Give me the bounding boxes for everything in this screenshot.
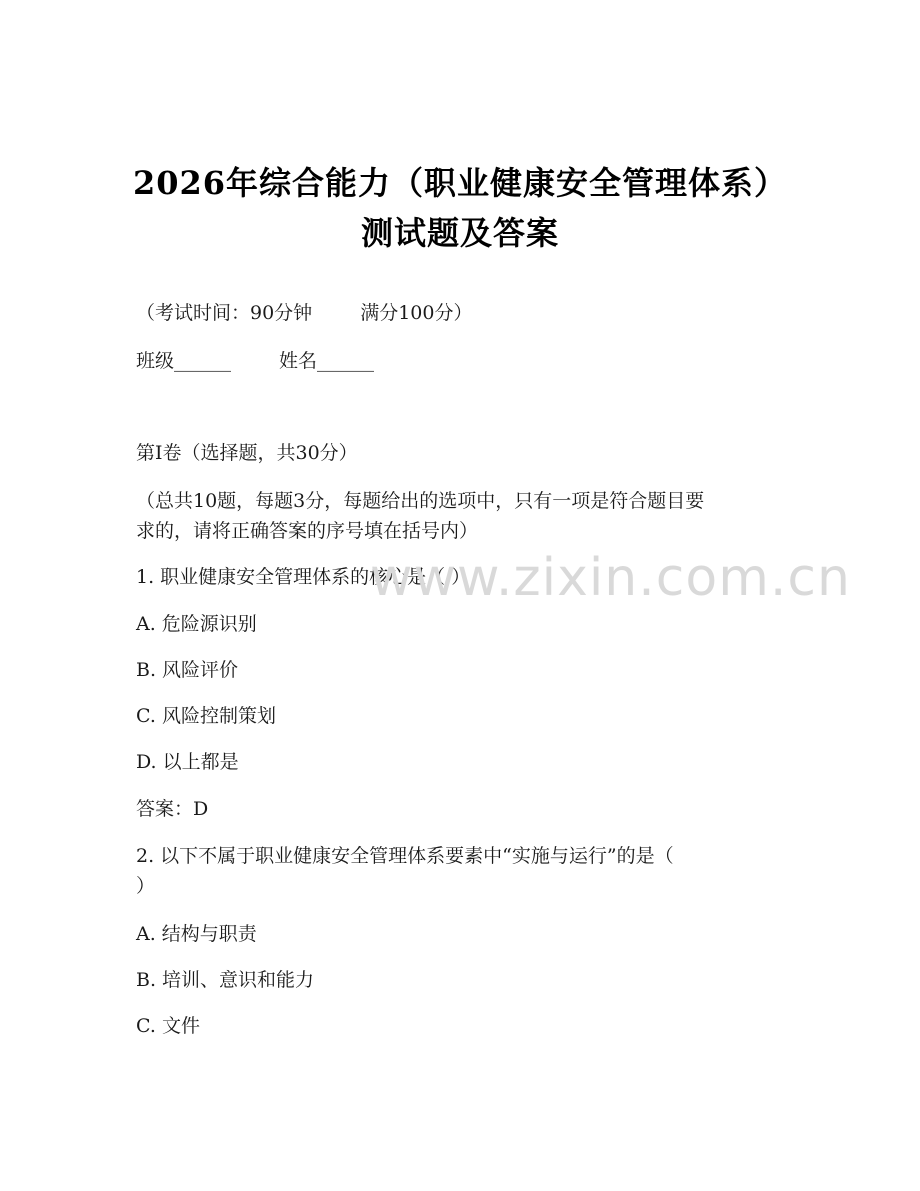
question-1-stem: 1. 职业健康安全管理体系的核心是（ ）: [136, 566, 471, 588]
instructions-line2: 求的，请将正确答案的序号填在括号内）: [136, 520, 479, 542]
question-2-option-c: C. 文件: [136, 1015, 200, 1037]
question-2-stem-line2: ）: [136, 875, 156, 897]
instructions-line1: （总共10题，每题3分，每题给出的选项中，只有一项是符合题目要: [136, 490, 705, 512]
question-1-option-c: C. 风险控制策划: [136, 705, 276, 727]
student-info: [136, 348, 374, 374]
exam-info: [136, 300, 472, 326]
question-2-option-b: B. 培训、意识和能力: [136, 969, 315, 991]
document-title-line2: 测试题及答案: [360, 214, 559, 252]
watermark: www.zixin.com.cn: [370, 548, 851, 608]
exam-time: （考试时间：90分钟: [136, 302, 313, 324]
question-1-option-d: D. 以上都是: [136, 751, 239, 773]
document-title-line1: 2026年综合能力（职业健康安全管理体系）: [132, 164, 788, 202]
question-1-option-a: A. 危险源识别: [136, 613, 257, 635]
section-title: 第I卷（选择题，共30分）: [136, 442, 358, 464]
question-2-option-a: A. 结构与职责: [136, 923, 257, 945]
full-score: 满分100分）: [360, 302, 473, 324]
question-1-answer: 答案：D: [136, 798, 209, 820]
class-field: 班级______: [136, 350, 232, 372]
name-field: 姓名______: [279, 350, 375, 372]
question-2-stem-line1: 2. 以下不属于职业健康安全管理体系要素中“实施与运行”的是（: [136, 845, 674, 867]
question-1-option-b: B. 风险评价: [136, 659, 239, 681]
